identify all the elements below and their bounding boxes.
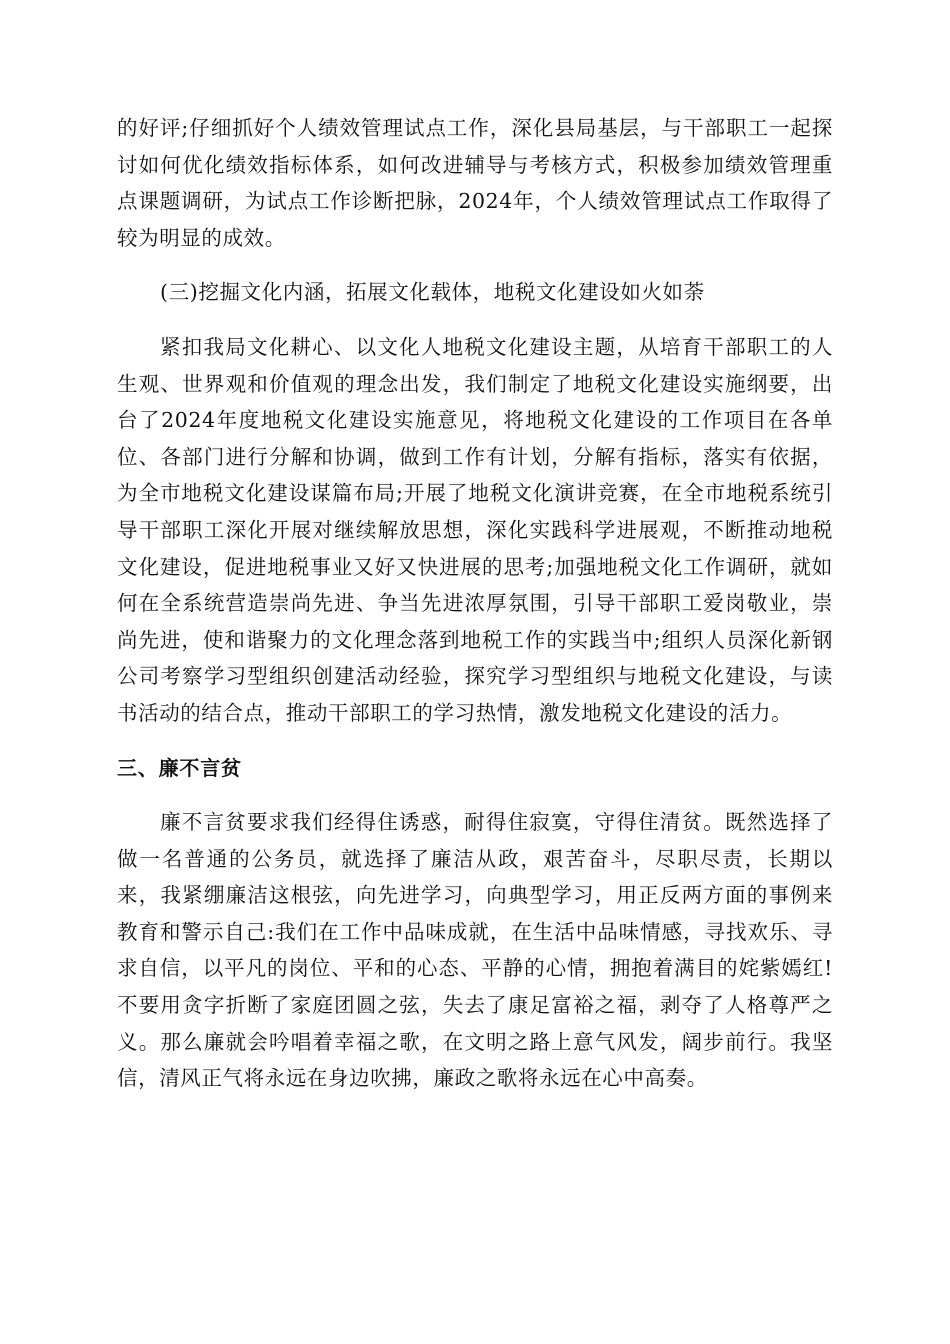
paragraph-integrity: 廉不言贫要求我们经得住诱惑，耐得住寂寞，守得住清贫。既然选择了做一名普通的公务员，就选择了廉洁从政，艰苦奋斗，尽职尽责，长期以来，我紧绷廉洁这根弦，向先进学习，向典型学习，用正反两方面的事例来教育和警示自己:我们在工作中品味成就，在生活中品味情感，寻找欢乐、寻求自信，以平凡的岗位、平和的心态、平静的心情，拥抱着满目的姹紫嫣红!不要用贪字折断了家庭团圆之弦，失去了康足富裕之福，剥夺了人格尊严之义。那么廉就会吟唱着幸福之歌，在文明之路上意气风发，阔步前行。我坚信，清风正气将永远在身边吹拂，廉政之歌将永远在心中高奏。 [117, 810, 833, 1091]
section-heading: 三、廉不言贫 [117, 755, 242, 780]
document-body [117, 110, 833, 1115]
paragraph-continuation: 的好评;仔细抓好个人绩效管理试点工作，深化县局基层，与干部职工一起探讨如何优化绩效指标体系，如何改进辅导与考核方式，积极参加绩效管理重点课题调研，为试点工作诊断把脉，2024年，个人绩效管理试点工作取得了较为明显的成效。 [117, 116, 833, 250]
subsection-heading-culture: (三)挖掘文化内涵，拓展文化载体，地税文化建设如火如荼 [160, 280, 705, 305]
paragraph-culture-building: 紧扣我局文化耕心、以文化人地税文化建设主题，从培育干部职工的人生观、世界观和价值观的理念出发，我们制定了地税文化建设实施纲要，出台了2024年度地税文化建设实施意见，将地税文化建设的工作项目在各单位、各部门进行分解和协调，做到工作有计划，分解有指标，落实有依据，为全市地税文化建设谋篇布局;开展了地税文化演讲竞赛，在全市地税系统引导干部职工深化开展对继续解放思想，深化实践科学进展观，不断推动地税文化建设，促进地税事业又好又快进展的思考;加强地税文化工作调研，就如何在全系统营造崇尚先进、争当先进浓厚氛围，引导干部职工爱岗敬业，崇尚先进，使和谐聚力的文化理念落到地税工作的实践当中;组织人员深化新钢公司考察学习型组织创建活动经验，探究学习型组织与地税文化建设，与读书活动的结合点，推动干部职工的学习热情，激发地税文化建设的活力。 [117, 334, 833, 725]
